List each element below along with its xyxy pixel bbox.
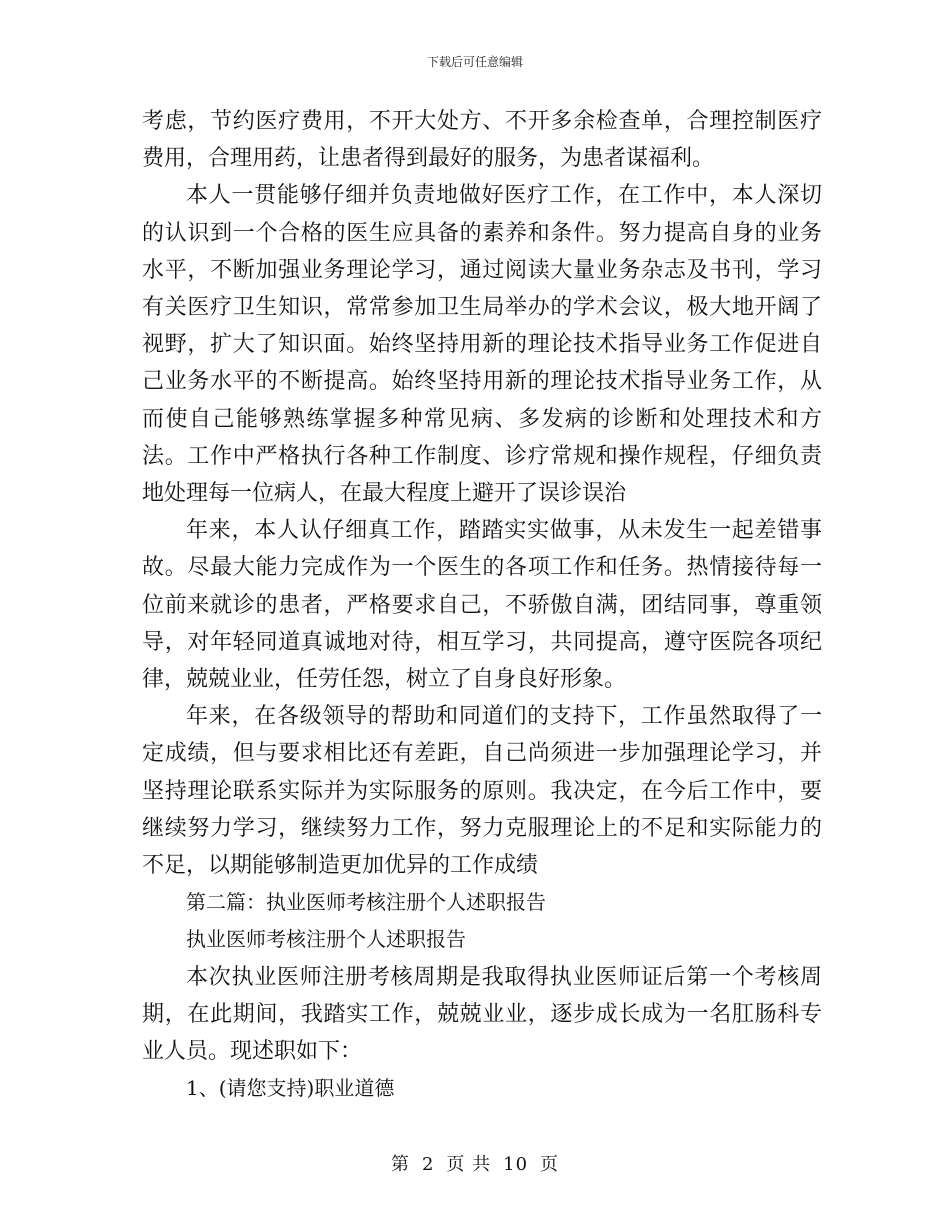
section-heading: 第二篇：执业医师考核注册个人述职报告 <box>186 890 546 915</box>
paragraph: 年来，本人认仔细真工作，踏踏实实做事，从未发生一起差错事故。尽最大能力完成作为一个医生的各项工作和任务。热情接待每一位前来就诊的患者，严格要求自己，不骄傲自满，团结同事，尊重领导，对年轻同道真诚地对待，相互学习，共同提高，遵守医院各项纪律，兢兢业业，任劳任怨，树立了自身良好形象。 <box>142 518 822 693</box>
report-title: 执业医师考核注册个人述职报告 <box>186 927 466 952</box>
subsection-heading: 1、(请您支持)职业道德 <box>186 1076 395 1101</box>
page-prefix: 第 <box>390 1154 410 1175</box>
page-footer <box>0 1153 950 1177</box>
page-number: 2 <box>421 1154 435 1175</box>
paragraph: 本人一贯能够仔细并负责地做好医疗工作，在工作中，本人深切的认识到一个合格的医生应具备的素养和条件。努力提高自身的业务水平，不断加强业务理论学习，通过阅读大量业务杂志及书刊，学习有关医疗卫生知识，常常参加卫生局举办的学术会议，极大地开阔了视野，扩大了知识面。始终坚持用新的理论技术指导业务工作促进自己业务水平的不断提高。始终坚持用新的理论技术指导业务工作，从而使自己能够熟练掌握多种常见病、多发病的诊断和处理技术和方法。工作中严格执行各种工作制度、诊疗常规和操作规程，仔细负责地处理每一位病人，在最大程度上避开了误诊误治 <box>142 183 822 507</box>
paragraph: 年来，在各级领导的帮助和同道们的支持下，工作虽然取得了一定成绩，但与要求相比还有差距，自己尚须进一步加强理论学习，并坚持理论联系实际并为实际服务的原则。我决定，在今后工作中，要继续努力学习，继续努力工作，努力克服理论上的不足和实际能力的不足，以期能够制造更加优异的工作成绩 <box>142 704 822 879</box>
page-suffix: 页 <box>540 1154 560 1175</box>
paragraph: 考虑，节约医疗费用，不开大处方、不开多余检查单，合理控制医疗费用，合理用药，让患者得到最好的服务，为患者谋福利。 <box>142 109 822 172</box>
page-middle: 页 共 <box>446 1154 492 1175</box>
document-body <box>142 103 822 1107</box>
page-total: 10 <box>503 1154 529 1175</box>
page-header: 下载后可任意编辑 <box>426 55 523 69</box>
paragraph: 本次执业医师注册考核周期是我取得执业医师证后第一个考核周期，在此期间，我踏实工作，兢兢业业，逐步成长成为一名肛肠科专业人员。现述职如下： <box>142 964 822 1065</box>
